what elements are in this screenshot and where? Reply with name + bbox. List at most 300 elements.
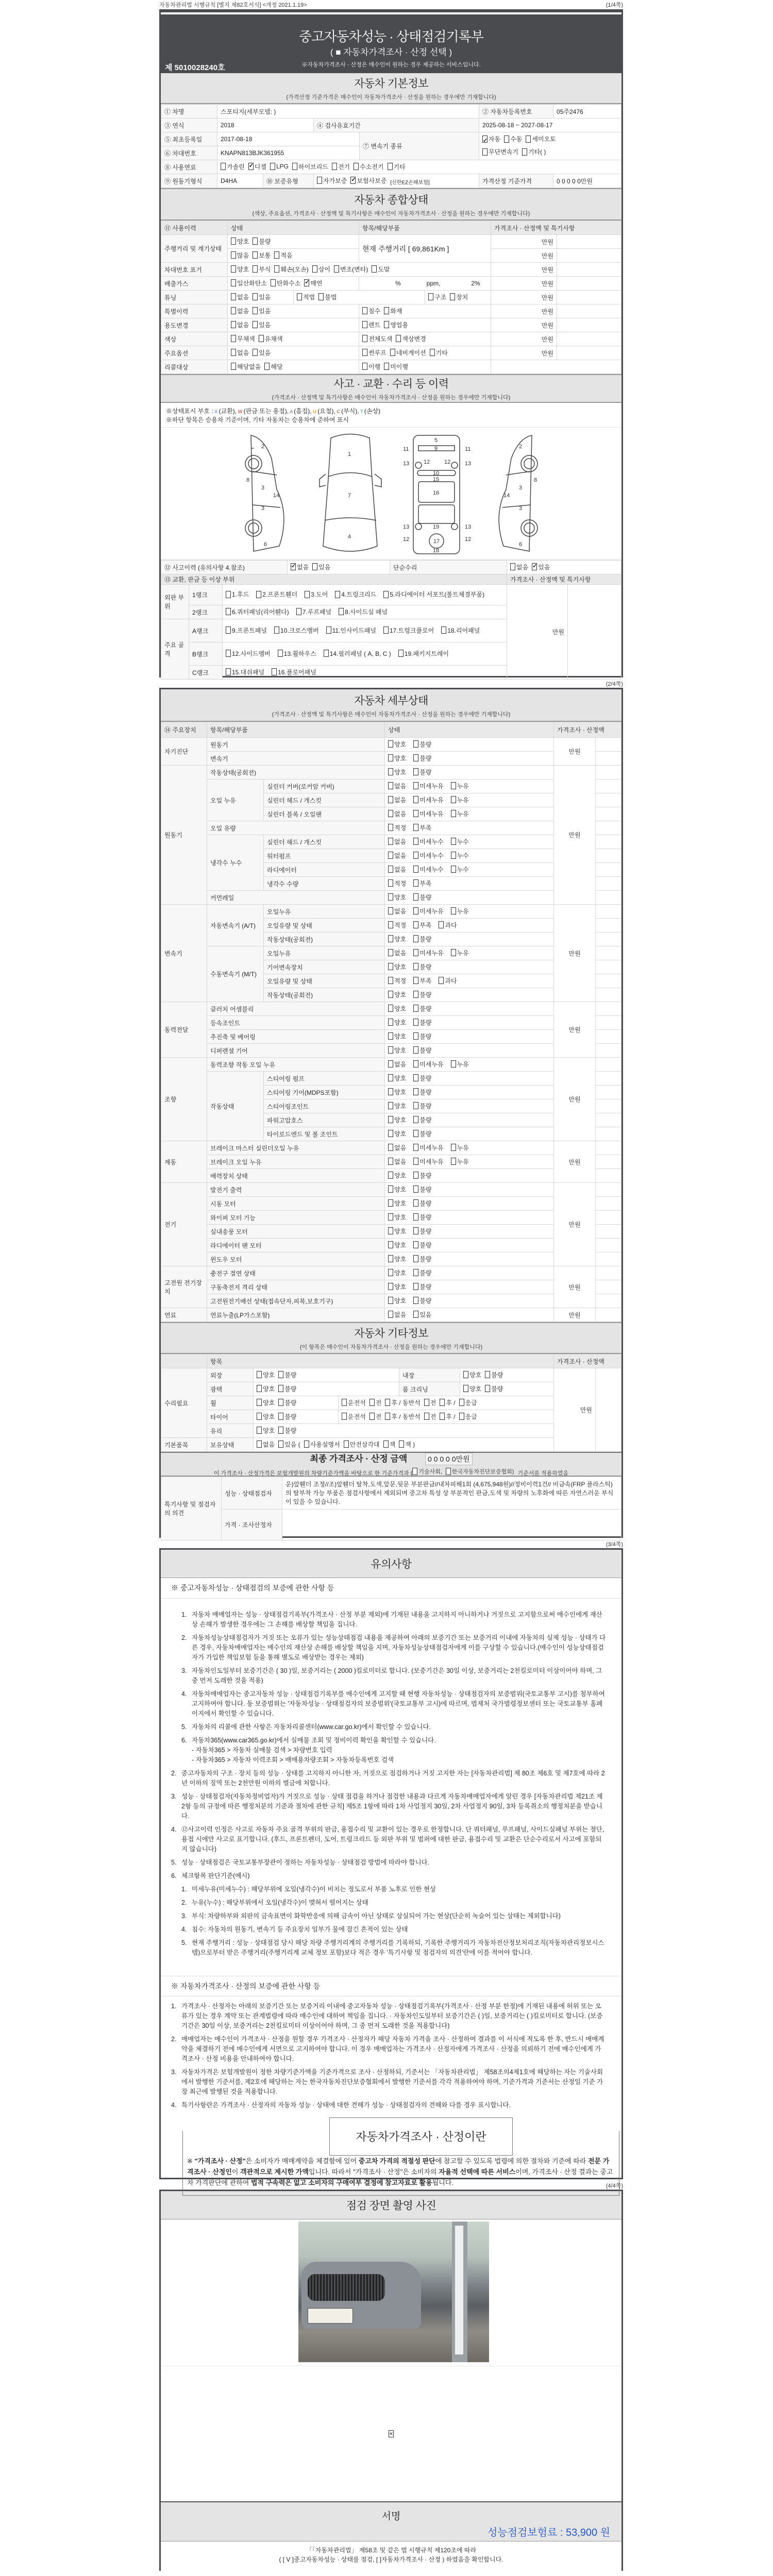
checkbox-option[interactable] [304,279,322,287]
checkbox[interactable] [362,307,367,314]
checked-checkbox[interactable] [304,279,309,286]
checkbox[interactable] [297,293,302,300]
price-note[interactable] [596,1127,621,1141]
checkbox-option[interactable] [439,921,457,929]
checkbox-option[interactable] [253,293,271,301]
checkbox-option[interactable] [446,1467,514,1476]
checkbox[interactable] [413,949,418,956]
checkbox-option[interactable] [413,976,431,985]
checkbox-option[interactable] [342,1412,366,1421]
checkbox[interactable] [388,1032,393,1040]
checkbox-option[interactable] [485,1384,503,1393]
checkbox[interactable] [253,293,258,300]
checkbox[interactable] [413,1172,418,1179]
checkbox-option[interactable] [278,1412,296,1421]
checkbox-option[interactable] [388,1074,406,1082]
checkbox-option[interactable] [413,1032,431,1041]
checkbox[interactable] [369,1399,375,1406]
checkbox-option[interactable] [231,293,249,301]
checkbox-option[interactable] [231,348,249,357]
checkbox[interactable] [388,1158,393,1165]
checkbox-option[interactable] [344,1440,380,1449]
checkbox[interactable] [369,1413,375,1420]
checkbox-option[interactable] [339,607,388,616]
checkbox-option[interactable] [413,754,431,762]
checkbox[interactable] [385,1399,390,1406]
checkbox[interactable] [526,135,531,143]
checkbox[interactable] [413,1130,418,1137]
checkbox-option[interactable] [424,1398,436,1407]
checkbox-option[interactable] [413,1171,431,1180]
checkbox-option[interactable] [413,1282,431,1291]
checkbox[interactable] [221,163,226,170]
checkbox[interactable] [388,893,393,901]
checkbox-option[interactable] [440,1398,455,1407]
checkbox[interactable] [485,1385,490,1392]
checkbox-option[interactable] [413,1157,443,1166]
checkbox[interactable] [388,866,393,873]
checked-checkbox[interactable] [248,163,254,170]
checkbox-option[interactable] [413,1115,431,1124]
checkbox[interactable] [231,238,236,245]
checkbox-option[interactable] [226,668,264,676]
checkbox[interactable] [278,1399,283,1406]
checkbox-option[interactable] [451,1143,469,1152]
checkbox-option[interactable] [312,563,330,571]
checkbox[interactable] [388,1199,393,1207]
checkbox-option[interactable] [413,865,443,874]
checkbox-option[interactable] [451,1157,469,1166]
checkbox-option[interactable] [412,1467,442,1476]
checkbox-option[interactable] [317,176,347,185]
checkbox-option[interactable] [451,907,469,916]
checkbox-option[interactable] [362,320,380,329]
checkbox-option[interactable] [253,237,271,246]
checkbox[interactable] [388,1130,393,1137]
checkbox-option[interactable] [326,626,376,635]
price-note[interactable] [596,1252,621,1266]
checkbox-option[interactable] [369,1412,382,1421]
checkbox[interactable] [256,591,261,598]
checkbox-option[interactable] [226,607,289,616]
checkbox[interactable] [388,1241,393,1248]
checkbox-option[interactable] [332,162,350,171]
checkbox-option[interactable] [413,1255,431,1263]
checkbox[interactable] [226,626,231,634]
checkbox-option[interactable] [274,251,292,260]
checkbox[interactable] [384,307,389,314]
checkbox-option[interactable] [388,1255,406,1263]
checkbox-option[interactable] [413,1296,431,1305]
checkbox-option[interactable] [257,1398,275,1407]
checkbox[interactable] [388,782,393,789]
checkbox-option[interactable] [388,962,406,971]
price-note[interactable] [596,1002,621,1016]
checkbox-option[interactable] [451,809,469,818]
checkbox[interactable] [388,879,393,887]
checkbox[interactable] [388,1088,393,1095]
checkbox[interactable] [413,1158,418,1165]
checkbox[interactable] [383,591,389,598]
checkbox[interactable] [413,977,418,984]
checkbox[interactable] [344,1440,349,1448]
checkbox[interactable] [388,949,393,956]
checkbox-option[interactable] [231,320,249,329]
price-note[interactable] [596,766,621,779]
checkbox-option[interactable] [278,1370,296,1379]
price-note[interactable] [596,891,621,905]
price-note[interactable] [596,807,621,821]
checkbox-option[interactable] [369,1398,382,1407]
price-note[interactable] [596,1058,621,1072]
checkbox[interactable] [257,1399,262,1406]
checkbox-option[interactable] [439,976,457,985]
checkbox-option[interactable] [253,320,271,329]
checkbox[interactable] [413,1297,418,1304]
checkbox[interactable] [413,1311,418,1318]
price-note[interactable] [596,919,621,933]
checkbox[interactable] [413,782,418,789]
checkbox[interactable] [274,265,279,273]
price-note[interactable] [557,249,621,263]
checkbox[interactable] [312,563,317,570]
checkbox[interactable] [388,740,393,748]
checkbox-option[interactable] [451,837,469,846]
checkbox-option[interactable] [318,293,337,301]
checkbox-option[interactable] [231,251,249,260]
checkbox-option[interactable] [388,823,406,832]
checkbox-option[interactable] [388,921,406,929]
checkbox[interactable] [388,1102,393,1109]
checkbox-option[interactable] [388,740,406,749]
checkbox-option[interactable] [451,865,469,874]
checkbox[interactable] [440,1399,445,1406]
checkbox-option[interactable] [257,1384,275,1393]
checkbox-option[interactable] [362,348,386,357]
checkbox-option[interactable] [441,626,480,635]
checkbox-option[interactable] [388,1213,406,1222]
checkbox-option[interactable] [485,1370,503,1379]
checkbox-option[interactable] [383,1440,396,1449]
checked-checkbox[interactable] [532,563,537,570]
checkbox[interactable] [463,1371,468,1378]
checkbox-option[interactable] [385,1398,420,1407]
checkbox[interactable] [318,293,324,300]
checkbox-option[interactable] [226,626,267,635]
checkbox[interactable] [253,265,258,273]
price-note[interactable] [557,291,621,304]
checkbox[interactable] [388,991,393,998]
checkbox-option[interactable] [413,1129,431,1138]
checkbox-option[interactable] [257,1440,275,1449]
checkbox[interactable] [413,1213,418,1221]
checkbox[interactable] [413,768,418,775]
price-note[interactable] [596,1294,621,1308]
checkbox[interactable] [413,1074,418,1081]
checkbox-option[interactable] [450,293,468,301]
checkbox[interactable] [413,1241,418,1248]
price-note[interactable] [557,263,621,277]
checkbox[interactable] [253,349,258,356]
checkbox-option[interactable] [297,293,315,301]
checkbox[interactable] [226,591,231,598]
checkbox-option[interactable] [231,265,249,274]
checkbox[interactable] [231,293,236,300]
checkbox-option[interactable] [388,1143,406,1152]
checkbox-option[interactable] [388,976,406,985]
checkbox-option[interactable] [362,307,380,315]
checkbox-option[interactable] [388,1088,406,1096]
checkbox-option[interactable] [413,921,431,929]
checkbox[interactable] [372,265,377,273]
checkbox[interactable] [451,838,456,845]
checkbox-option[interactable] [413,1227,431,1235]
checkbox-option[interactable] [354,162,383,171]
checkbox[interactable] [413,754,418,761]
checkbox-option[interactable] [388,851,406,860]
price-note[interactable] [596,946,621,960]
checkbox-option[interactable] [257,1370,275,1379]
price-note[interactable] [557,332,621,346]
checkbox[interactable] [388,1144,393,1151]
checkbox-option[interactable] [274,265,308,274]
checkbox-option[interactable] [388,1199,406,1208]
checkbox[interactable] [231,251,236,259]
checkbox-option[interactable] [388,1268,406,1277]
checkbox[interactable] [424,1413,429,1420]
checkbox-option[interactable] [248,162,266,171]
price-note[interactable] [557,318,621,332]
checkbox[interactable] [413,824,418,831]
checkbox[interactable] [413,1032,418,1040]
checkbox-option[interactable] [292,162,328,171]
checkbox-option[interactable] [278,1440,300,1449]
checkbox[interactable] [424,1399,429,1406]
price-note[interactable] [596,835,621,849]
price-note[interactable] [596,1030,621,1044]
checkbox-option[interactable] [388,795,406,804]
checkbox-option[interactable] [383,590,484,599]
checkbox-option[interactable] [388,907,406,916]
checkbox[interactable] [413,921,418,928]
checkbox[interactable] [451,796,456,803]
checkbox[interactable] [388,163,393,170]
price-note[interactable] [596,1211,621,1225]
checkbox-option[interactable] [384,362,408,371]
checkbox[interactable] [362,335,367,342]
checkbox[interactable] [413,1046,418,1054]
price-note[interactable] [596,1368,621,1452]
price-note[interactable] [596,752,621,766]
checkbox[interactable] [413,1116,418,1123]
checkbox-option[interactable] [413,782,443,790]
checkbox[interactable] [383,626,389,634]
price-note[interactable] [596,793,621,807]
checkbox[interactable] [388,1172,393,1179]
checkbox-option[interactable] [451,795,469,804]
checkbox-option[interactable] [390,348,426,357]
checkbox[interactable] [459,1413,464,1420]
checkbox[interactable] [231,335,236,342]
price-note[interactable] [596,1072,621,1086]
checkbox[interactable] [383,1440,389,1448]
checkbox-option[interactable] [388,837,406,846]
checkbox[interactable] [388,824,393,831]
checkbox-option[interactable] [388,935,406,943]
checkbox-option[interactable] [413,1213,431,1222]
checkbox[interactable] [342,1413,347,1420]
checkbox[interactable] [326,626,331,634]
checkbox[interactable] [278,1440,283,1448]
checkbox[interactable] [451,1060,456,1067]
checkbox-option[interactable] [388,1032,406,1041]
price-note[interactable] [557,346,621,360]
price-note[interactable] [557,277,621,291]
checkbox-option[interactable] [413,893,431,902]
price-note[interactable] [596,1044,621,1058]
price-note[interactable] [596,1197,621,1211]
checkbox[interactable] [450,293,455,300]
checkbox[interactable] [522,148,527,156]
checkbox-option[interactable] [459,1398,477,1407]
checkbox[interactable] [257,1440,262,1448]
checkbox[interactable] [413,1283,418,1290]
checkbox-option[interactable] [413,1088,431,1096]
checkbox[interactable] [388,921,393,928]
checkbox-option[interactable] [413,795,443,804]
checkbox-option[interactable] [231,237,249,246]
checkbox[interactable] [388,963,393,970]
checkbox[interactable] [335,591,340,598]
checkbox[interactable] [413,866,418,873]
checkbox-option[interactable] [413,1185,431,1194]
checkbox[interactable] [399,1440,404,1448]
checkbox[interactable] [388,1185,393,1193]
checkbox-option[interactable] [388,1282,406,1291]
checkbox-option[interactable] [388,768,406,776]
checkbox-option[interactable] [413,809,443,818]
checkbox[interactable] [278,1371,283,1378]
checkbox-option[interactable] [305,590,328,599]
checkbox[interactable] [451,782,456,789]
checkbox[interactable] [270,163,275,170]
checkbox[interactable] [446,1468,451,1475]
price-note[interactable] [596,1086,621,1099]
checkbox-option[interactable] [226,590,249,599]
checkbox[interactable] [226,608,231,615]
checkbox[interactable] [253,321,258,328]
checkbox[interactable] [451,1144,456,1151]
checkbox-option[interactable] [384,307,402,315]
checkbox[interactable] [274,626,279,634]
checkbox-option[interactable] [259,334,283,343]
price-note[interactable] [557,235,621,249]
checkbox[interactable] [231,363,236,370]
checkbox-option[interactable] [388,1310,406,1319]
checkbox[interactable] [485,1371,490,1378]
checkbox[interactable] [278,650,283,657]
checkbox-option[interactable] [388,1185,406,1194]
checkbox[interactable] [354,163,359,170]
checkbox-option[interactable] [388,1129,406,1138]
price-note[interactable] [596,1155,621,1169]
price-note[interactable] [596,1239,621,1252]
checkbox-option[interactable] [388,1004,406,1013]
checkbox-option[interactable] [274,626,319,635]
checkbox-option[interactable] [430,348,448,357]
checkbox[interactable] [388,1269,393,1276]
checkbox-option[interactable] [388,1227,406,1235]
price-note[interactable] [596,849,621,863]
checkbox-option[interactable] [388,1101,406,1110]
checkbox-option[interactable] [385,1412,420,1421]
checkbox[interactable] [510,563,515,570]
checkbox[interactable] [339,608,344,615]
checkbox-option[interactable] [413,1241,431,1249]
checkbox-option[interactable] [278,1398,296,1407]
checkbox[interactable] [226,668,231,675]
checkbox[interactable] [278,1385,283,1392]
checkbox-option[interactable] [413,990,431,999]
checkbox[interactable] [413,1102,418,1109]
checkbox[interactable] [384,321,389,328]
checkbox-option[interactable] [413,879,431,888]
checkbox[interactable] [332,163,337,170]
checkbox-option[interactable] [413,1199,431,1208]
checkbox-option[interactable] [413,1046,431,1055]
checkbox[interactable] [384,363,389,370]
price-note[interactable] [596,960,621,974]
checkbox[interactable] [231,265,236,273]
checked-checkbox[interactable] [291,563,296,570]
checkbox-option[interactable] [278,649,316,658]
checkbox[interactable] [257,1427,262,1434]
checkbox-option[interactable] [278,1426,296,1435]
checkbox[interactable] [388,1283,393,1290]
checkbox-option[interactable] [372,265,390,274]
checked-checkbox[interactable] [350,177,356,184]
checkbox[interactable] [259,335,264,342]
checkbox[interactable] [388,1116,393,1123]
checkbox-option[interactable] [388,865,406,874]
checkbox-option[interactable] [413,740,431,749]
checkbox[interactable] [388,1074,393,1081]
checkbox[interactable] [388,1255,393,1262]
checkbox[interactable] [231,279,236,286]
checkbox-option[interactable] [253,307,271,315]
checkbox[interactable] [451,810,456,817]
checkbox[interactable] [413,852,418,859]
checkbox[interactable] [226,650,231,657]
checkbox[interactable] [413,963,418,970]
price-note[interactable] [596,1169,621,1183]
checkbox[interactable] [388,977,393,984]
checkbox[interactable] [463,1385,468,1392]
checkbox[interactable] [413,1269,418,1276]
checkbox-option[interactable] [350,176,386,185]
checkbox[interactable] [428,293,433,300]
price-note[interactable] [596,877,621,891]
checkbox-option[interactable] [459,1412,477,1421]
checkbox-option[interactable] [384,320,408,329]
checkbox[interactable] [482,148,488,156]
checkbox[interactable] [413,740,418,748]
checkbox-option[interactable] [271,279,300,287]
checkbox[interactable] [231,349,236,356]
checkbox-option[interactable] [335,590,376,599]
checkbox[interactable] [317,177,322,184]
checkbox-option[interactable] [231,307,249,315]
